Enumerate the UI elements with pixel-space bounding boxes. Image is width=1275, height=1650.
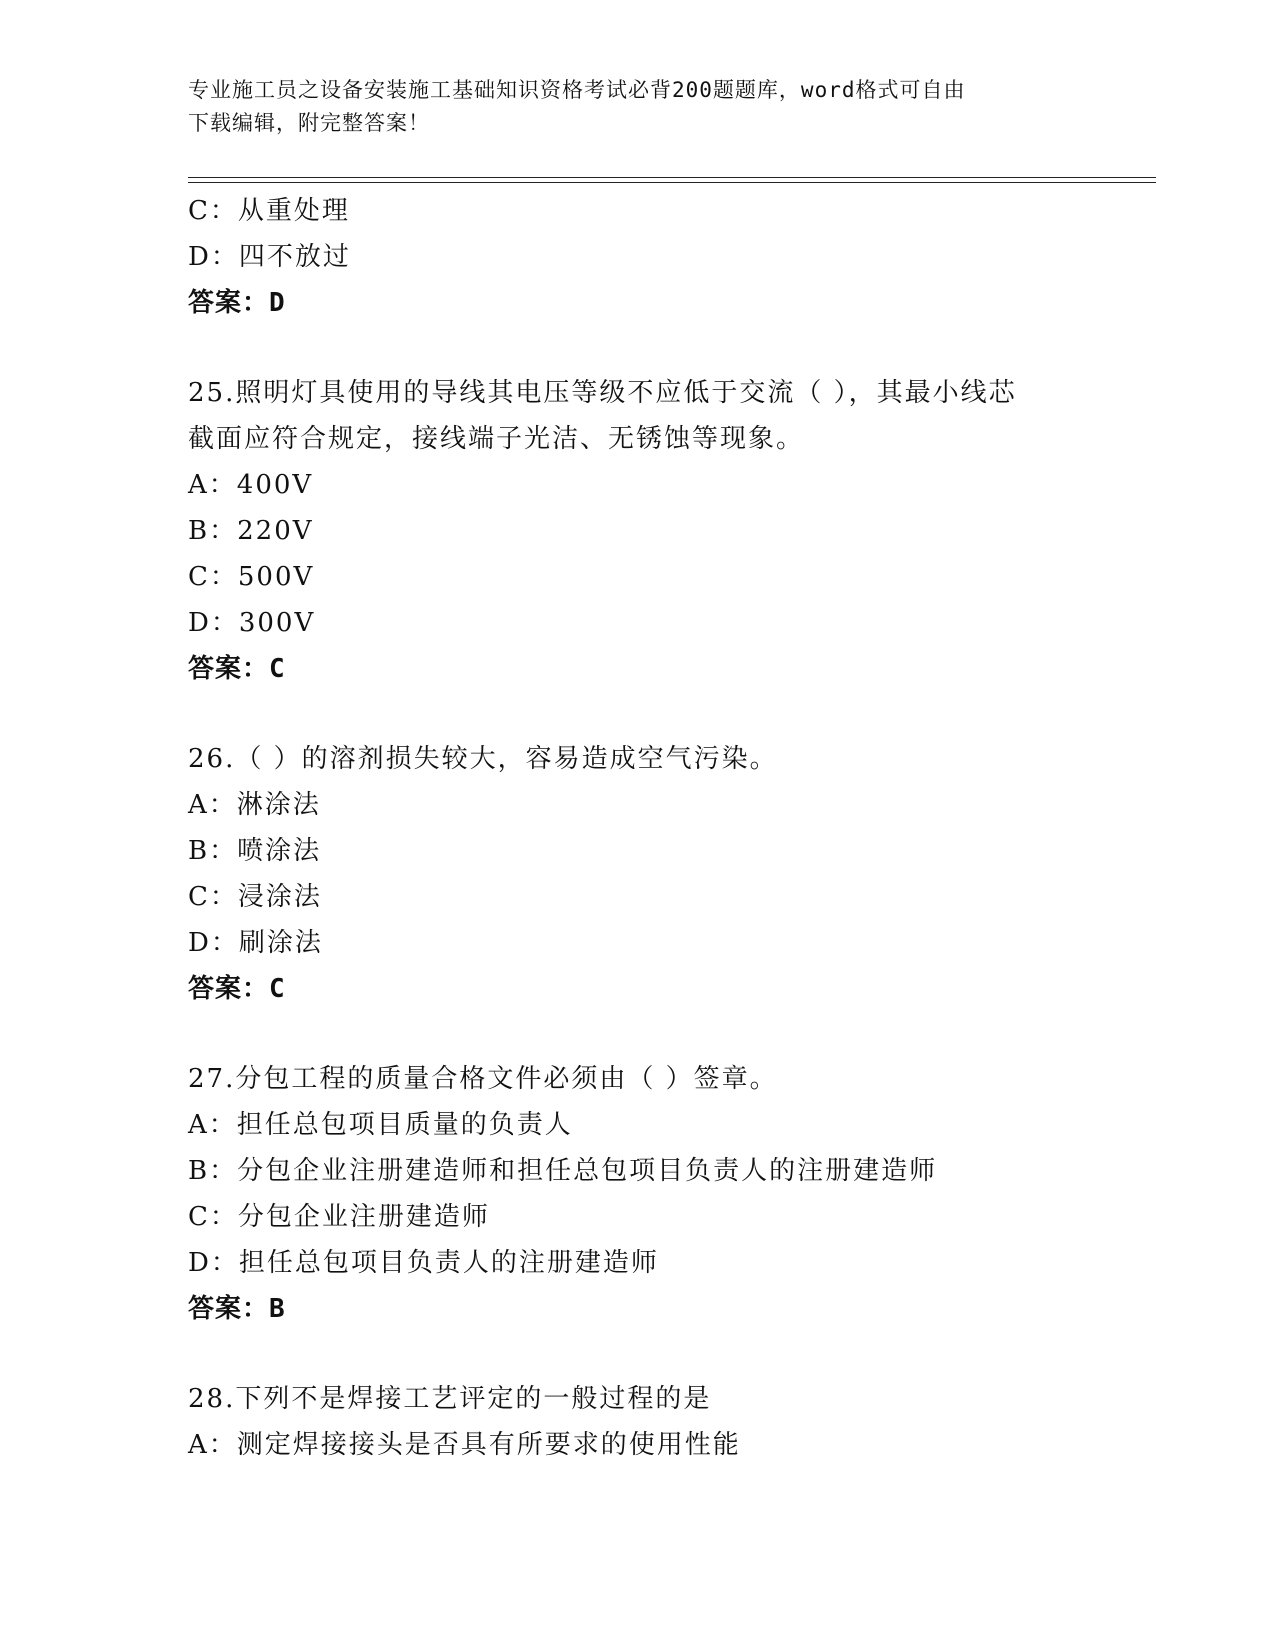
answer-line: 答案：C — [188, 974, 286, 1004]
option-b: B：220V — [188, 516, 314, 546]
spacer — [188, 1012, 1156, 1056]
page-header — [188, 74, 1068, 140]
option-a: A：担任总包项目质量的负责人 — [188, 1110, 573, 1140]
question-stem: 28.下列不是焊接工艺评定的一般过程的是 — [188, 1384, 712, 1414]
previous-question-tail — [188, 188, 1156, 326]
option-c: C：从重处理 — [188, 196, 350, 226]
option-b: B：喷涂法 — [188, 836, 322, 866]
option-c: C：浸涂法 — [188, 882, 322, 912]
spacer — [188, 326, 1156, 370]
option-d: D：刷涂法 — [188, 928, 323, 958]
question-stem: 27.分包工程的质量合格文件必须由（ ）签章。 — [188, 1064, 778, 1094]
option-b: B：分包企业注册建造师和担任总包项目负责人的注册建造师 — [188, 1156, 938, 1186]
question-stem: 截面应符合规定，接线端子光洁、无锈蚀等现象。 — [188, 424, 805, 454]
option-a: A：测定焊接接头是否具有所要求的使用性能 — [188, 1430, 741, 1460]
question-stem: 26.（ ）的溶剂损失较大，容易造成空气污染。 — [188, 744, 778, 774]
answer-line: 答案：C — [188, 654, 286, 684]
header-divider-top — [188, 177, 1156, 178]
header-line-1: 专业施工员之设备安装施工基础知识资格考试必背200题题库，word格式可自由 — [188, 78, 966, 102]
spacer — [188, 692, 1156, 736]
question-stem: 25.照明灯具使用的导线其电压等级不应低于交流（ ），其最小线芯 — [188, 378, 1017, 408]
answer-line: 答案：B — [188, 1294, 286, 1324]
question-26 — [188, 736, 1156, 1012]
option-c: C：分包企业注册建造师 — [188, 1202, 490, 1232]
option-d: D：300V — [188, 608, 316, 638]
question-body — [188, 188, 1156, 1468]
option-c: C：500V — [188, 562, 315, 592]
option-d: D：四不放过 — [188, 242, 351, 272]
option-a: A：淋涂法 — [188, 790, 321, 820]
header-line-2: 下载编辑，附完整答案！ — [188, 111, 430, 135]
option-d: D：担任总包项目负责人的注册建造师 — [188, 1248, 659, 1278]
spacer — [188, 1332, 1156, 1376]
answer-line: 答案：D — [188, 288, 286, 318]
question-28 — [188, 1376, 1156, 1468]
question-25 — [188, 370, 1156, 692]
question-27 — [188, 1056, 1156, 1332]
option-a: A：400V — [188, 470, 314, 500]
header-divider-bottom — [188, 182, 1156, 183]
